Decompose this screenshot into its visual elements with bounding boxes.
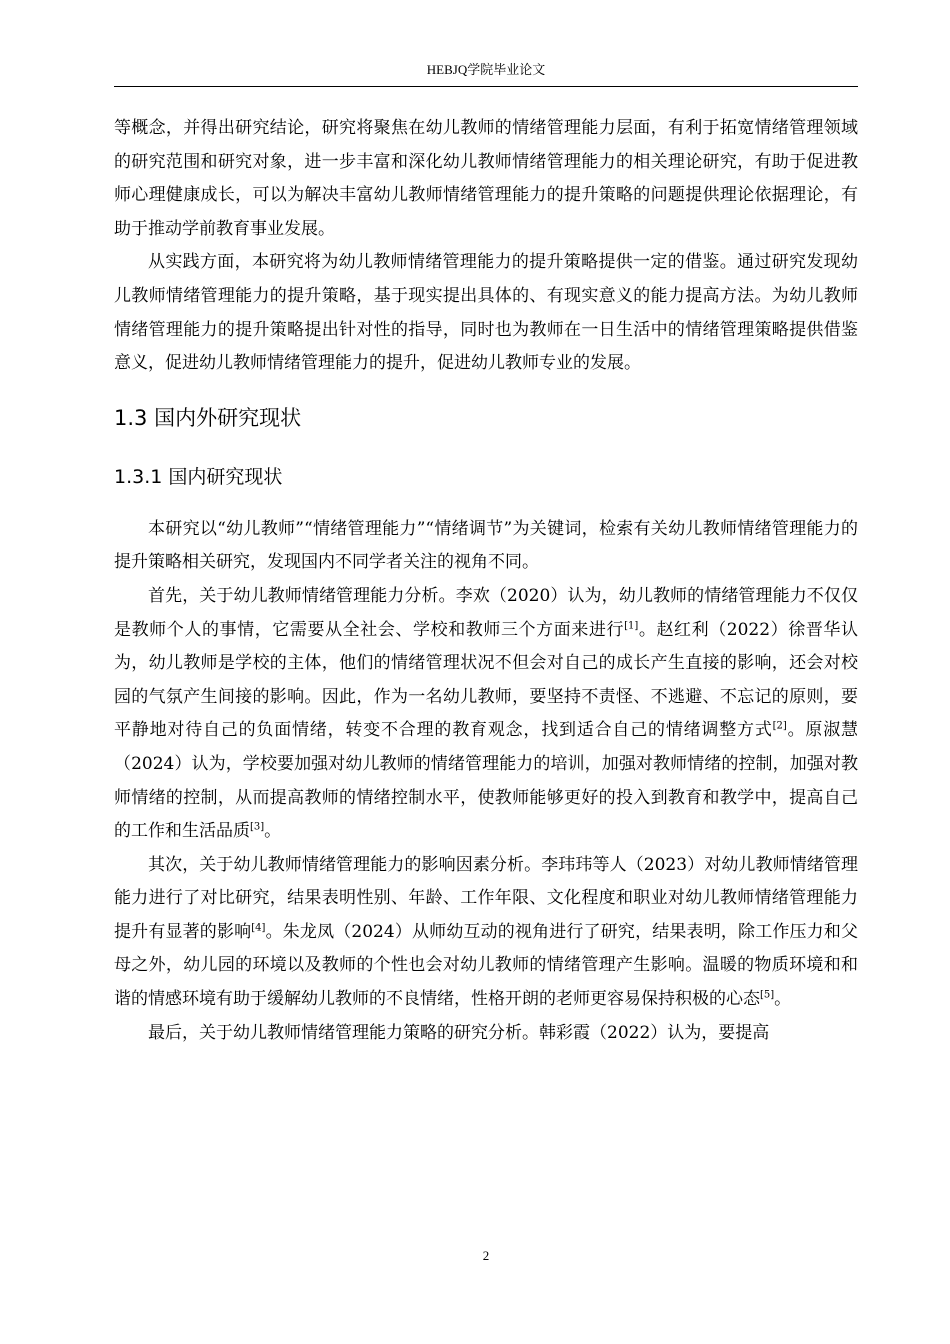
paragraph-keywords: 本研究以“幼儿教师”“情绪管理能力”“情绪调节”为关键词，检索有关幼儿教师情绪管理能力的提升策略相关研究，发现国内不同学者关注的视角不同。 (114, 518, 858, 573)
paragraph-theory-significance: 等概念，并得出研究结论，研究将聚焦在幼儿教师的情绪管理能力层面，有利于拓宽情绪管理领域的研究范围和研究对象，进一步丰富和深化幼儿教师情绪管理能力的相关理论研究，有助于促进教师心理健康成长，可以为解决丰富幼儿教师情绪管理能力的提升策略的问题提供理论依据理论，有助于推动学前教育事业发展。 (114, 118, 858, 239)
text-segment: 。朱龙凤（2024）从师幼互动的视角进行了研究，结果表明，除工作压力和父母之外，幼儿园的环境以及教师的个性也会对幼儿教师的情绪管理产生影响。温暖的物质环境和和谐的情感环境有助于缓解幼儿教师的不良情绪，性格开朗的老师更容易保持积极的心态 (114, 921, 858, 1010)
text-segment: 首先，关于幼儿教师情绪管理能力分析。李欢（2020）认为，幼儿教师的情绪管理能力不仅仅是教师个人的事情，它需要从全社会、学校和教师三个方面来进行 (114, 585, 858, 640)
citation-ref: [5] (760, 989, 775, 1001)
page-number: 2 (482, 1248, 490, 1263)
page-header: HEBJQ学院毕业论文 (426, 62, 546, 77)
paragraph-last: 最后，关于幼儿教师情绪管理能力策略的研究分析。韩彩霞（2022）认为，要提高 (148, 1022, 770, 1043)
section-heading: 1.3 国内外研究现状 (114, 405, 302, 430)
text-segment: 。原淑慧（2024）认为，学校要加强对幼儿教师的情绪管理能力的培训，加强对教师情绪的控制，加强对教师情绪的控制，从而提高教师的情绪控制水平，使教师能够更好的投入到教育和教学中，提高自己的工作和生活品质 (114, 720, 858, 842)
text-segment: 。 (774, 989, 792, 1010)
text-segment: 。赵红利（2022）徐晋华认为，幼儿教师是学校的主体，他们的情绪管理状况不但会对自己的成长产生直接的影响，还会对校园的气氛产生间接的影响。因此，作为一名幼儿教师，要坚持不责怪、不逃避、不忘记的原则，要平静地对待自己的负面情绪，转变不合理的教育观念，找到适合自己的情绪调整方式 (114, 619, 859, 741)
paragraph-first (114, 580, 858, 849)
subsection-heading: 1.3.1 国内研究现状 (114, 465, 283, 488)
paragraph-second (114, 849, 858, 1017)
citation-ref: [2] (772, 720, 787, 732)
citation-ref: [3] (250, 821, 265, 833)
citation-ref: [1] (624, 619, 639, 631)
paragraph-practice-significance: 从实践方面，本研究将为幼儿教师情绪管理能力的提升策略提供一定的借鉴。通过研究发现幼儿教师情绪管理能力的提升策略，基于现实提出具体的、有现实意义的能力提高方法。为幼儿教师情绪管理能力的提升策略提出针对性的指导，同时也为教师在一日生活中的情绪管理策略提供借鉴意义，促进幼儿教师情绪管理能力的提升，促进幼儿教师专业的发展。 (114, 252, 858, 374)
document-body (114, 112, 858, 1050)
text-segment: 其次，关于幼儿教师情绪管理能力的影响因素分析。李玮玮等人（2023）对幼儿教师情绪管理能力进行了对比研究，结果表明性别、年龄、工作年限、文化程度和职业对幼儿教师情绪管理能力提升有显著的影响 (114, 854, 858, 942)
text-segment: 。 (264, 821, 282, 842)
citation-ref: [4] (251, 922, 266, 934)
header-divider (114, 86, 858, 87)
